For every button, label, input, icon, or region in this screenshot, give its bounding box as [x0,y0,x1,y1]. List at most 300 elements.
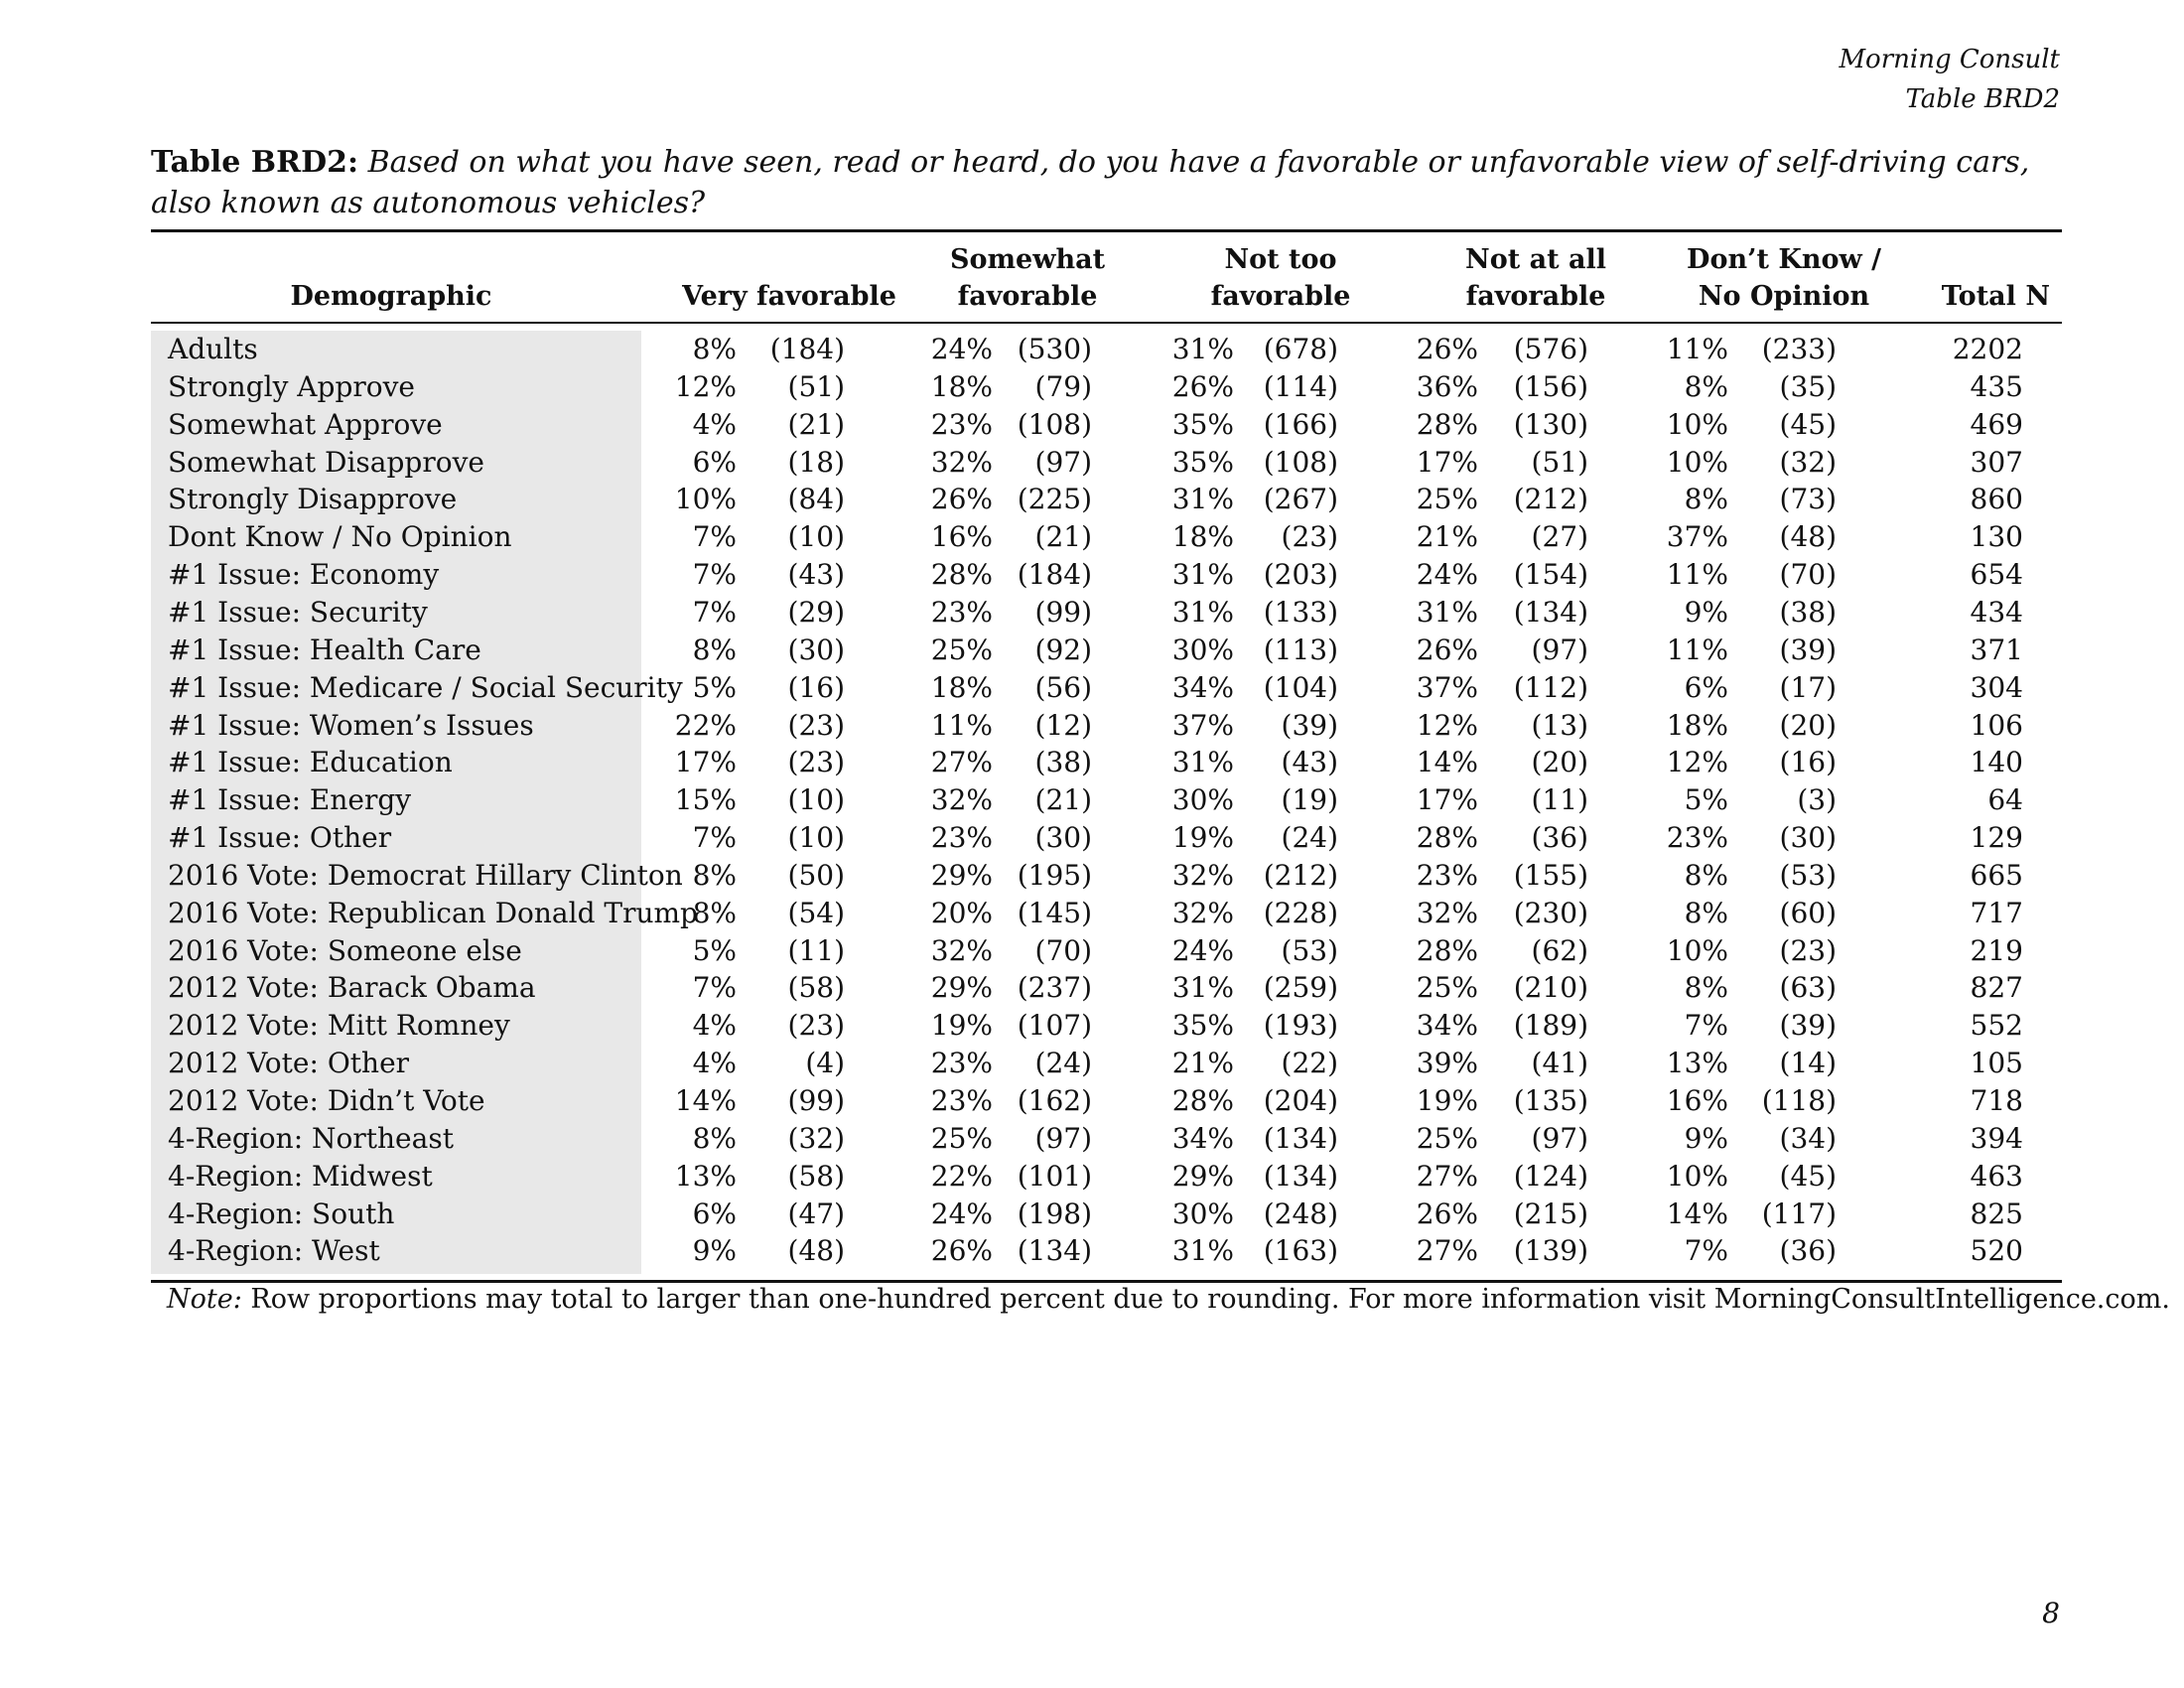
cell-percent: 10% [1666,407,1728,441]
cell-percent: 24% [930,333,993,365]
row-label: 2012 Vote: Mitt Romney [168,1009,510,1043]
cell-count: (20) [1531,746,1588,779]
cell-percent: 32% [930,445,993,479]
row-label: Somewhat Approve [168,407,443,441]
cell-count: (12) [1034,708,1092,742]
cell-count: (114) [1263,369,1338,403]
cell-percent: 9% [1684,595,1728,629]
cell-percent: 31% [1171,558,1234,592]
cell-percent: 8% [692,333,737,365]
cell-count: (19) [1281,783,1338,817]
table-row [151,556,2062,594]
cell-percent: 34% [1171,670,1234,704]
cell-count: (101) [1017,1159,1092,1193]
cell-percent: 32% [1416,896,1478,929]
cell-count: (212) [1263,858,1338,892]
cell-count: (39) [1779,1009,1837,1043]
cell-count: (162) [1017,1084,1092,1117]
table-row [151,895,2062,932]
cell-count: (54) [787,896,845,929]
cell-count: (134) [1017,1234,1092,1268]
cell-count: (18) [787,445,845,479]
cell-percent: 8% [692,1121,737,1155]
cell-percent: 17% [1416,783,1478,817]
cell-count: (36) [1531,821,1588,855]
cell-total: 463 [1970,1159,2023,1193]
row-label: 4-Region: Northeast [168,1121,454,1155]
cell-count: (107) [1017,1009,1092,1043]
cell-total: 827 [1970,971,2023,1005]
col-header-line: favorable [1465,281,1606,312]
cell-total: 394 [1970,1121,2023,1155]
cell-percent: 29% [1171,1159,1234,1193]
cell-percent: 28% [1416,933,1478,967]
cell-percent: 7% [1684,1009,1728,1043]
cell-percent: 6% [1684,670,1728,704]
cell-count: (23) [787,708,845,742]
report-header [1839,40,2060,119]
cell-count: (23) [1779,933,1837,967]
cell-percent: 5% [1684,783,1728,817]
cell-percent: 35% [1171,1009,1234,1043]
table-row [151,744,2062,781]
cell-total: 520 [1970,1234,2023,1268]
cell-percent: 34% [1416,1009,1478,1043]
cell-count: (43) [787,558,845,592]
cell-count: (108) [1017,407,1092,441]
row-label: 2012 Vote: Didn’t Vote [168,1084,485,1117]
cell-percent: 25% [1416,1121,1478,1155]
cell-percent: 26% [930,483,993,516]
cell-count: (51) [787,369,845,403]
cell-count: (48) [1779,520,1837,554]
cell-count: (97) [1034,1121,1092,1155]
cell-count: (3) [1797,783,1837,817]
cell-count: (36) [1779,1234,1837,1268]
cell-count: (576) [1513,333,1588,365]
cell-percent: 31% [1171,746,1234,779]
cell-count: (134) [1263,1159,1338,1193]
cell-count: (48) [787,1234,845,1268]
note-text: Row proportions may total to larger than one-hundred percent due to rounding. For more information visit MorningConsultIntelligence.com. [250,1284,2170,1315]
cell-percent: 7% [1684,1234,1728,1268]
row-label: 2016 Vote: Someone else [168,933,522,967]
cell-percent: 19% [930,1009,993,1043]
cell-percent: 37% [1171,708,1234,742]
cell-percent: 18% [930,369,993,403]
top-rule [151,229,2062,232]
cell-percent: 21% [1171,1047,1234,1080]
cell-count: (84) [787,483,845,516]
cell-count: (210) [1513,971,1588,1005]
cell-count: (32) [787,1121,845,1155]
cell-percent: 18% [1171,520,1234,554]
cell-count: (29) [787,595,845,629]
table-row [151,331,2062,368]
row-label: 2012 Vote: Other [168,1047,410,1080]
cell-total: 219 [1970,933,2023,967]
cell-percent: 27% [1416,1159,1478,1193]
cell-percent: 7% [692,520,737,554]
cell-percent: 12% [1416,708,1478,742]
cell-count: (62) [1531,933,1588,967]
table-row [151,932,2062,970]
cell-percent: 26% [1171,369,1234,403]
cell-total: 371 [1970,633,2023,666]
cell-count: (108) [1263,445,1338,479]
cell-count: (4) [805,1047,845,1080]
cell-percent: 17% [674,746,737,779]
cell-percent: 24% [1416,558,1478,592]
cell-percent: 5% [692,670,737,704]
cell-count: (678) [1263,333,1338,365]
table-row [151,819,2062,857]
cell-percent: 10% [1666,445,1728,479]
col-header-somewhat-favorable [903,241,1152,315]
cell-count: (10) [787,783,845,817]
cell-count: (24) [1281,821,1338,855]
cell-percent: 10% [1666,933,1728,967]
col-header-line: favorable [957,281,1098,312]
table-row [151,632,2062,669]
table-row [151,1045,2062,1082]
cell-count: (267) [1263,483,1338,516]
col-header-not-too-favorable [1157,241,1405,315]
table-row [151,1082,2062,1120]
cell-count: (99) [1034,595,1092,629]
row-label: #1 Issue: Security [168,595,428,629]
cell-percent: 14% [1416,746,1478,779]
table-title [151,142,2062,223]
cell-count: (259) [1263,971,1338,1005]
cell-count: (189) [1513,1009,1588,1043]
row-label: #1 Issue: Energy [168,783,412,817]
row-label: Strongly Disapprove [168,483,458,516]
cell-count: (135) [1513,1084,1588,1117]
cell-count: (184) [769,333,845,365]
col-header-line: favorable [1210,281,1351,312]
table-row [151,481,2062,518]
table-row [151,1158,2062,1196]
cell-percent: 17% [1416,445,1478,479]
cell-percent: 15% [674,783,737,817]
cell-percent: 29% [930,971,993,1005]
cell-count: (212) [1513,483,1588,516]
cell-count: (104) [1263,670,1338,704]
cell-percent: 7% [692,821,737,855]
cell-count: (14) [1779,1047,1837,1080]
row-label: 2016 Vote: Democrat Hillary Clinton [168,858,683,892]
cell-count: (11) [1531,783,1588,817]
table-row [151,707,2062,745]
cell-percent: 23% [930,595,993,629]
cell-count: (21) [787,407,845,441]
cell-percent: 32% [930,933,993,967]
cell-count: (155) [1513,858,1588,892]
cell-count: (27) [1531,520,1588,554]
cell-total: 106 [1970,708,2023,742]
cell-count: (195) [1017,858,1092,892]
cell-percent: 25% [1416,971,1478,1005]
col-header-dont-know [1660,241,1908,315]
cell-percent: 26% [1416,333,1478,365]
cell-count: (230) [1513,896,1588,929]
cell-count: (79) [1034,369,1092,403]
row-label: #1 Issue: Medicare / Social Security [168,670,683,704]
cell-count: (166) [1263,407,1338,441]
cell-count: (38) [1779,595,1837,629]
cell-percent: 32% [1171,858,1234,892]
table-row [151,857,2062,895]
cell-percent: 21% [1416,520,1478,554]
cell-count: (34) [1779,1121,1837,1155]
col-header-very-favorable [665,278,913,315]
cell-count: (24) [1034,1047,1092,1080]
row-label: #1 Issue: Economy [168,558,440,592]
cell-count: (113) [1263,633,1338,666]
cell-count: (35) [1779,369,1837,403]
cell-percent: 6% [692,445,737,479]
cell-percent: 26% [930,1234,993,1268]
cell-percent: 25% [1416,483,1478,516]
cell-total: 140 [1970,746,2023,779]
cell-count: (53) [1779,858,1837,892]
cell-percent: 32% [930,783,993,817]
cell-count: (237) [1017,971,1092,1005]
cell-percent: 39% [1416,1047,1478,1080]
cell-count: (130) [1513,407,1588,441]
table-row [151,406,2062,444]
note-label: Note: [167,1284,242,1315]
cell-percent: 23% [930,1084,993,1117]
cell-percent: 26% [1416,633,1478,666]
cell-percent: 37% [1416,670,1478,704]
cell-percent: 23% [1416,858,1478,892]
cell-percent: 5% [692,933,737,967]
cell-count: (16) [787,670,845,704]
cell-count: (30) [787,633,845,666]
cell-percent: 8% [692,633,737,666]
cell-count: (203) [1263,558,1338,592]
table-row [151,781,2062,819]
cell-percent: 18% [930,670,993,704]
cell-count: (10) [787,520,845,554]
cell-percent: 23% [930,821,993,855]
cell-percent: 10% [674,483,737,516]
cell-percent: 18% [1666,708,1728,742]
cell-percent: 7% [692,595,737,629]
row-label: 4-Region: Midwest [168,1159,433,1193]
cell-count: (248) [1263,1196,1338,1230]
cell-percent: 11% [930,708,993,742]
table-row [151,969,2062,1007]
cell-count: (11) [787,933,845,967]
cell-percent: 31% [1171,971,1234,1005]
table-row [151,594,2062,632]
cell-percent: 8% [1684,369,1728,403]
col-header-line: Somewhat [949,244,1106,275]
cell-count: (97) [1531,633,1588,666]
cell-count: (56) [1034,670,1092,704]
cell-percent: 30% [1171,1196,1234,1230]
cell-count: (530) [1017,333,1092,365]
cell-count: (63) [1779,971,1837,1005]
cell-total: 304 [1970,670,2023,704]
cell-percent: 35% [1171,407,1234,441]
table-row [151,1196,2062,1233]
cell-percent: 14% [674,1084,737,1117]
cell-count: (154) [1513,558,1588,592]
cell-total: 469 [1970,407,2023,441]
cell-total: 307 [1970,445,2023,479]
cell-count: (124) [1513,1159,1588,1193]
cell-percent: 8% [692,896,737,929]
table-id: Table BRD2 [1905,84,2060,114]
cell-percent: 28% [930,558,993,592]
cell-count: (70) [1034,933,1092,967]
cell-total: 435 [1970,369,2023,403]
cell-count: (60) [1779,896,1837,929]
cell-percent: 22% [930,1159,993,1193]
cell-count: (215) [1513,1196,1588,1230]
header-rule [151,322,2062,324]
cell-count: (13) [1531,708,1588,742]
cell-percent: 32% [1171,896,1234,929]
col-header-line: No Opinion [1698,281,1870,312]
cell-percent: 4% [692,407,737,441]
table-row [151,444,2062,482]
cell-percent: 19% [1416,1084,1478,1117]
cell-count: (32) [1779,445,1837,479]
cell-count: (193) [1263,1009,1338,1043]
cell-count: (228) [1263,896,1338,929]
table-row [151,518,2062,556]
cell-percent: 31% [1171,333,1234,365]
cell-percent: 28% [1416,407,1478,441]
table-row [151,1120,2062,1158]
cell-percent: 30% [1171,783,1234,817]
cell-count: (97) [1531,1121,1588,1155]
cell-percent: 20% [930,896,993,929]
cell-count: (45) [1779,407,1837,441]
cell-count: (134) [1513,595,1588,629]
col-header-line: Very favorable [682,281,896,312]
cell-total: 105 [1970,1047,2023,1080]
cell-count: (39) [1779,633,1837,666]
cell-count: (233) [1761,333,1837,365]
cell-total: 718 [1970,1084,2023,1117]
row-label: #1 Issue: Women’s Issues [168,708,534,742]
cell-total: 434 [1970,595,2023,629]
row-label: Strongly Approve [168,369,416,403]
cell-count: (39) [1281,708,1338,742]
cell-percent: 27% [930,746,993,779]
col-header-line: Don’t Know / [1687,244,1881,275]
cell-count: (45) [1779,1159,1837,1193]
cell-percent: 35% [1171,445,1234,479]
col-header-total-n: Total N [1941,281,2050,312]
cell-percent: 10% [1666,1159,1728,1193]
cell-percent: 31% [1171,1234,1234,1268]
title-question: Based on what you have seen, read or heard, do you have a favorable or unfavorable view of self-driving cars, also known as autonomous vehicles? [151,145,2030,220]
cell-percent: 26% [1416,1196,1478,1230]
cell-percent: 29% [930,858,993,892]
col-header-demographic: Demographic [290,281,492,312]
cell-total: 860 [1970,483,2023,516]
cell-percent: 11% [1666,333,1728,365]
cell-count: (23) [787,746,845,779]
table-row [151,1007,2062,1045]
cell-count: (47) [787,1196,845,1230]
cell-percent: 6% [692,1196,737,1230]
cell-count: (204) [1263,1084,1338,1117]
cell-count: (73) [1779,483,1837,516]
cell-percent: 23% [930,407,993,441]
cell-percent: 14% [1666,1196,1728,1230]
cell-percent: 11% [1666,633,1728,666]
cell-count: (225) [1017,483,1092,516]
row-label: 2016 Vote: Republican Donald Trump [168,896,698,929]
cell-percent: 31% [1416,595,1478,629]
cell-percent: 19% [1171,821,1234,855]
cell-count: (21) [1034,783,1092,817]
cell-count: (51) [1531,445,1588,479]
row-label: #1 Issue: Health Care [168,633,481,666]
cell-percent: 23% [930,1047,993,1080]
cell-count: (134) [1263,1121,1338,1155]
cell-count: (70) [1779,558,1837,592]
cell-percent: 37% [1666,520,1728,554]
cell-percent: 7% [692,558,737,592]
cell-count: (23) [1281,520,1338,554]
cell-percent: 23% [1666,821,1728,855]
row-label: Adults [168,333,258,365]
cell-count: (117) [1761,1196,1837,1230]
cell-count: (145) [1017,896,1092,929]
cell-count: (38) [1034,746,1092,779]
cell-percent: 22% [674,708,737,742]
cell-count: (58) [787,971,845,1005]
cell-count: (97) [1034,445,1092,479]
cell-count: (23) [787,1009,845,1043]
cell-percent: 13% [674,1159,737,1193]
cell-percent: 34% [1171,1121,1234,1155]
cell-total: 654 [1970,558,2023,592]
cell-total: 552 [1970,1009,2023,1043]
cell-count: (156) [1513,369,1588,403]
cell-percent: 27% [1416,1234,1478,1268]
cell-total: 717 [1970,896,2023,929]
row-label: 4-Region: West [168,1234,380,1268]
cell-count: (22) [1281,1047,1338,1080]
cell-percent: 30% [1171,633,1234,666]
cell-count: (16) [1779,746,1837,779]
cell-count: (10) [787,821,845,855]
cell-count: (17) [1779,670,1837,704]
cell-percent: 8% [1684,858,1728,892]
row-label: Dont Know / No Opinion [168,520,512,554]
cell-percent: 28% [1416,821,1478,855]
table-row [151,1232,2062,1270]
cell-count: (139) [1513,1234,1588,1268]
cell-percent: 12% [1666,746,1728,779]
table-note [167,1281,2170,1319]
cell-count: (118) [1761,1084,1837,1117]
col-header-not-at-all-favorable [1412,241,1660,315]
cell-total: 130 [1970,520,2023,554]
cell-percent: 12% [674,369,737,403]
cell-percent: 16% [1666,1084,1728,1117]
